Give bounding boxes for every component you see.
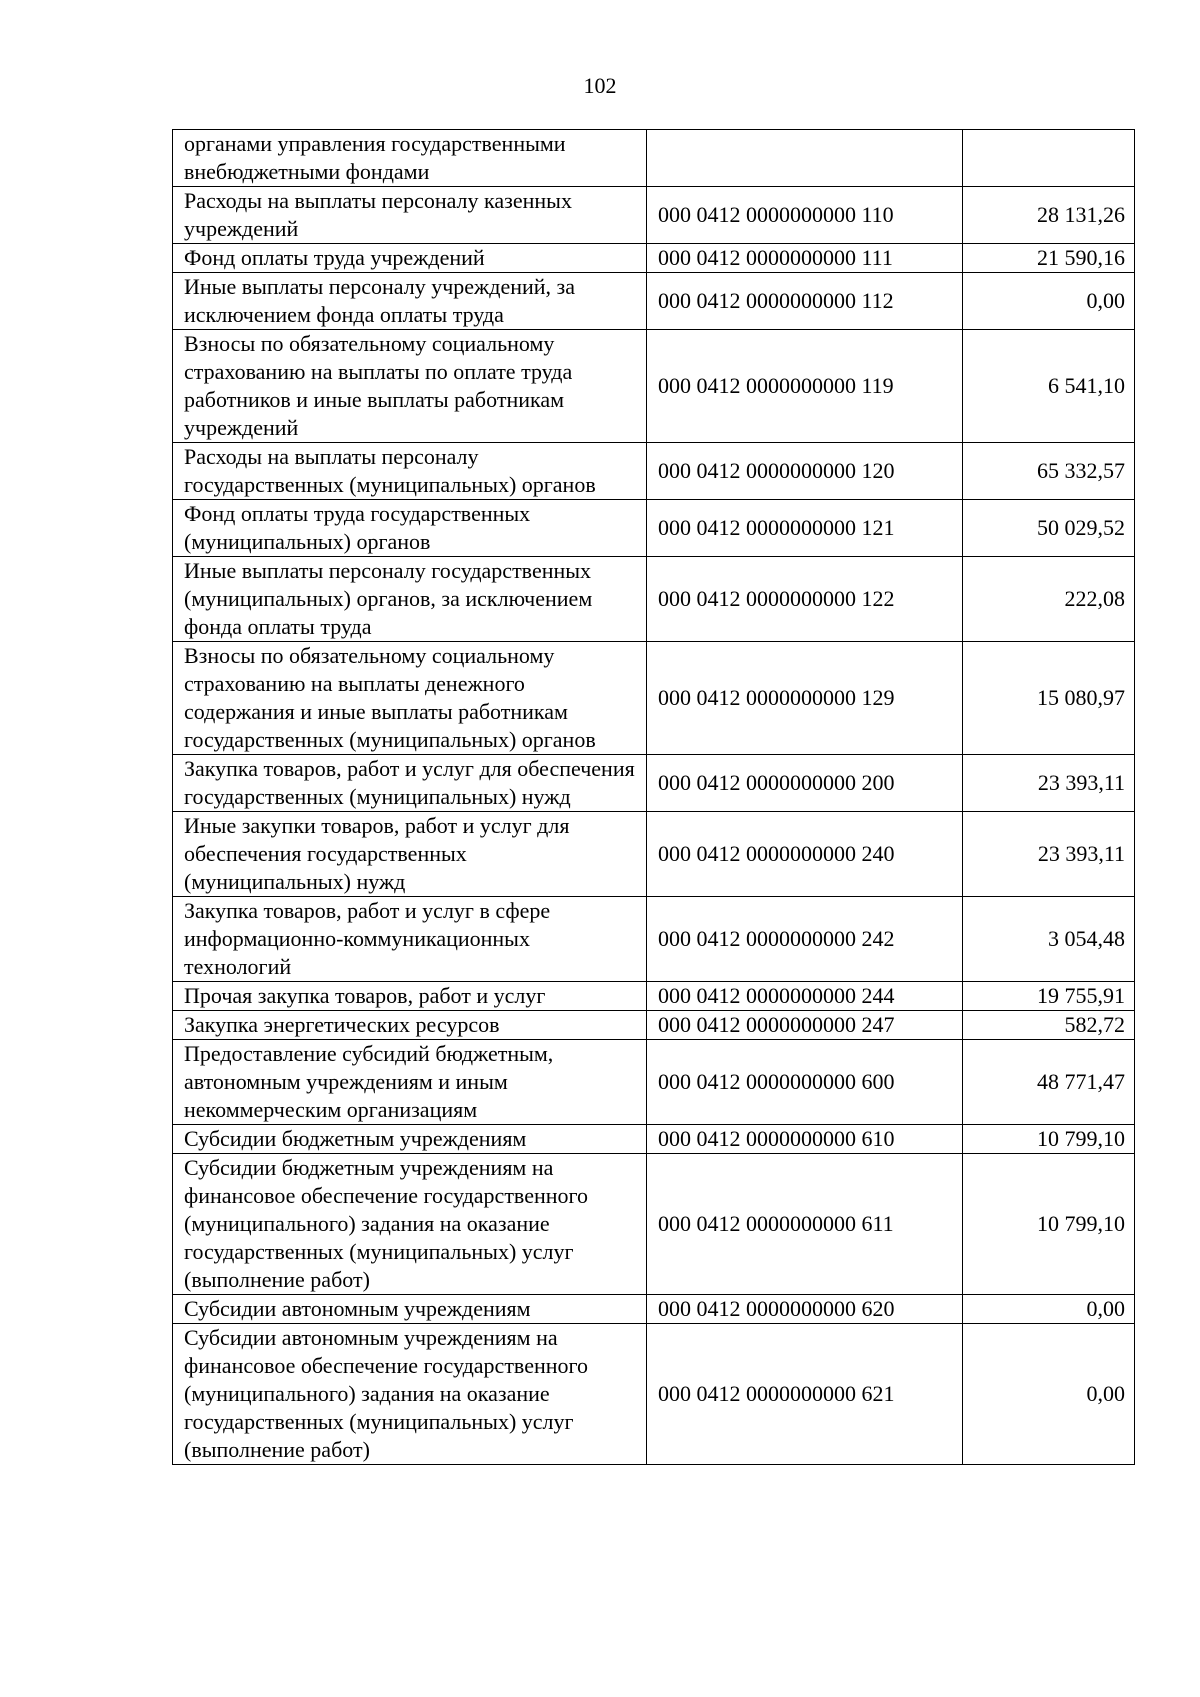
- row-name: Иные выплаты персоналу учреждений, за исключением фонда оплаты труда: [173, 273, 647, 330]
- row-code: 000 0412 0000000000 111: [647, 244, 963, 273]
- row-amount: 48 771,47: [963, 1040, 1135, 1125]
- table-row: [173, 130, 1135, 187]
- table-row: [173, 755, 1135, 812]
- table-row: [173, 1125, 1135, 1154]
- row-amount: 222,08: [963, 557, 1135, 642]
- row-amount: 3 054,48: [963, 897, 1135, 982]
- row-amount: 50 029,52: [963, 500, 1135, 557]
- budget-table: [172, 129, 1135, 1465]
- row-name: органами управления государственными внебюджетными фондами: [173, 130, 647, 187]
- row-amount: 65 332,57: [963, 443, 1135, 500]
- page-number: 102: [583, 73, 617, 98]
- row-amount: 10 799,10: [963, 1154, 1135, 1295]
- table-row: [173, 330, 1135, 443]
- row-name: Иные закупки товаров, работ и услуг для обеспечения государственных (муниципальных) нужд: [173, 812, 647, 897]
- row-code: 000 0412 0000000000 621: [647, 1324, 963, 1465]
- row-code: 000 0412 0000000000 244: [647, 982, 963, 1011]
- row-code: 000 0412 0000000000 122: [647, 557, 963, 642]
- row-name: Закупка товаров, работ и услуг для обеспечения государственных (муниципальных) нужд: [173, 755, 647, 812]
- row-amount: 0,00: [963, 1295, 1135, 1324]
- row-amount: 21 590,16: [963, 244, 1135, 273]
- row-name: Субсидии автономным учреждениям на финансовое обеспечение государственного (муниципального) задания на оказание государственных (муниципальных) услуг (выполнение работ): [173, 1324, 647, 1465]
- row-amount: 15 080,97: [963, 642, 1135, 755]
- row-code: 000 0412 0000000000 620: [647, 1295, 963, 1324]
- row-amount: 0,00: [963, 1324, 1135, 1465]
- row-amount: 28 131,26: [963, 187, 1135, 244]
- row-name: Взносы по обязательному социальному страхованию на выплаты по оплате труда работников и иные выплаты работникам учреждений: [173, 330, 647, 443]
- row-name: Расходы на выплаты персоналу государственных (муниципальных) органов: [173, 443, 647, 500]
- row-amount: 6 541,10: [963, 330, 1135, 443]
- row-code: 000 0412 0000000000 120: [647, 443, 963, 500]
- table-row: [173, 1011, 1135, 1040]
- table-row: [173, 443, 1135, 500]
- row-amount: 0,00: [963, 273, 1135, 330]
- table-row: [173, 244, 1135, 273]
- row-name: Прочая закупка товаров, работ и услуг: [173, 982, 647, 1011]
- row-amount: 23 393,11: [963, 812, 1135, 897]
- row-code: 000 0412 0000000000 121: [647, 500, 963, 557]
- row-code: [647, 130, 963, 187]
- row-amount: 23 393,11: [963, 755, 1135, 812]
- table-row: [173, 1154, 1135, 1295]
- row-amount: 10 799,10: [963, 1125, 1135, 1154]
- row-code: 000 0412 0000000000 247: [647, 1011, 963, 1040]
- row-name: Субсидии бюджетным учреждениям: [173, 1125, 647, 1154]
- row-name: Закупка товаров, работ и услуг в сфере информационно-коммуникационных технологий: [173, 897, 647, 982]
- row-name: Фонд оплаты труда учреждений: [173, 244, 647, 273]
- row-code: 000 0412 0000000000 240: [647, 812, 963, 897]
- table-row: [173, 1324, 1135, 1465]
- row-name: Иные выплаты персоналу государственных (муниципальных) органов, за исключением фонда оплаты труда: [173, 557, 647, 642]
- row-code: 000 0412 0000000000 129: [647, 642, 963, 755]
- row-name: Закупка энергетических ресурсов: [173, 1011, 647, 1040]
- row-name: Субсидии бюджетным учреждениям на финансовое обеспечение государственного (муниципального) задания на оказание государственных (муниципальных) услуг (выполнение работ): [173, 1154, 647, 1295]
- row-name: Взносы по обязательному социальному страхованию на выплаты денежного содержания и иные выплаты работникам государственных (муниципальных) органов: [173, 642, 647, 755]
- table-row: [173, 642, 1135, 755]
- table-row: [173, 982, 1135, 1011]
- row-name: Субсидии автономным учреждениям: [173, 1295, 647, 1324]
- row-amount: 19 755,91: [963, 982, 1135, 1011]
- row-code: 000 0412 0000000000 611: [647, 1154, 963, 1295]
- table-row: [173, 1040, 1135, 1125]
- table-row: [173, 812, 1135, 897]
- table-row: [173, 273, 1135, 330]
- row-name: Расходы на выплаты персоналу казенных учреждений: [173, 187, 647, 244]
- table-row: [173, 500, 1135, 557]
- row-name: Фонд оплаты труда государственных (муниципальных) органов: [173, 500, 647, 557]
- row-code: 000 0412 0000000000 112: [647, 273, 963, 330]
- row-name: Предоставление субсидий бюджетным, автономным учреждениям и иным некоммерческим организациям: [173, 1040, 647, 1125]
- row-amount: [963, 130, 1135, 187]
- row-code: 000 0412 0000000000 200: [647, 755, 963, 812]
- table-row: [173, 187, 1135, 244]
- row-code: 000 0412 0000000000 119: [647, 330, 963, 443]
- row-code: 000 0412 0000000000 610: [647, 1125, 963, 1154]
- table-row: [173, 897, 1135, 982]
- table-row: [173, 557, 1135, 642]
- row-code: 000 0412 0000000000 242: [647, 897, 963, 982]
- table-row: [173, 1295, 1135, 1324]
- row-code: 000 0412 0000000000 600: [647, 1040, 963, 1125]
- row-code: 000 0412 0000000000 110: [647, 187, 963, 244]
- row-amount: 582,72: [963, 1011, 1135, 1040]
